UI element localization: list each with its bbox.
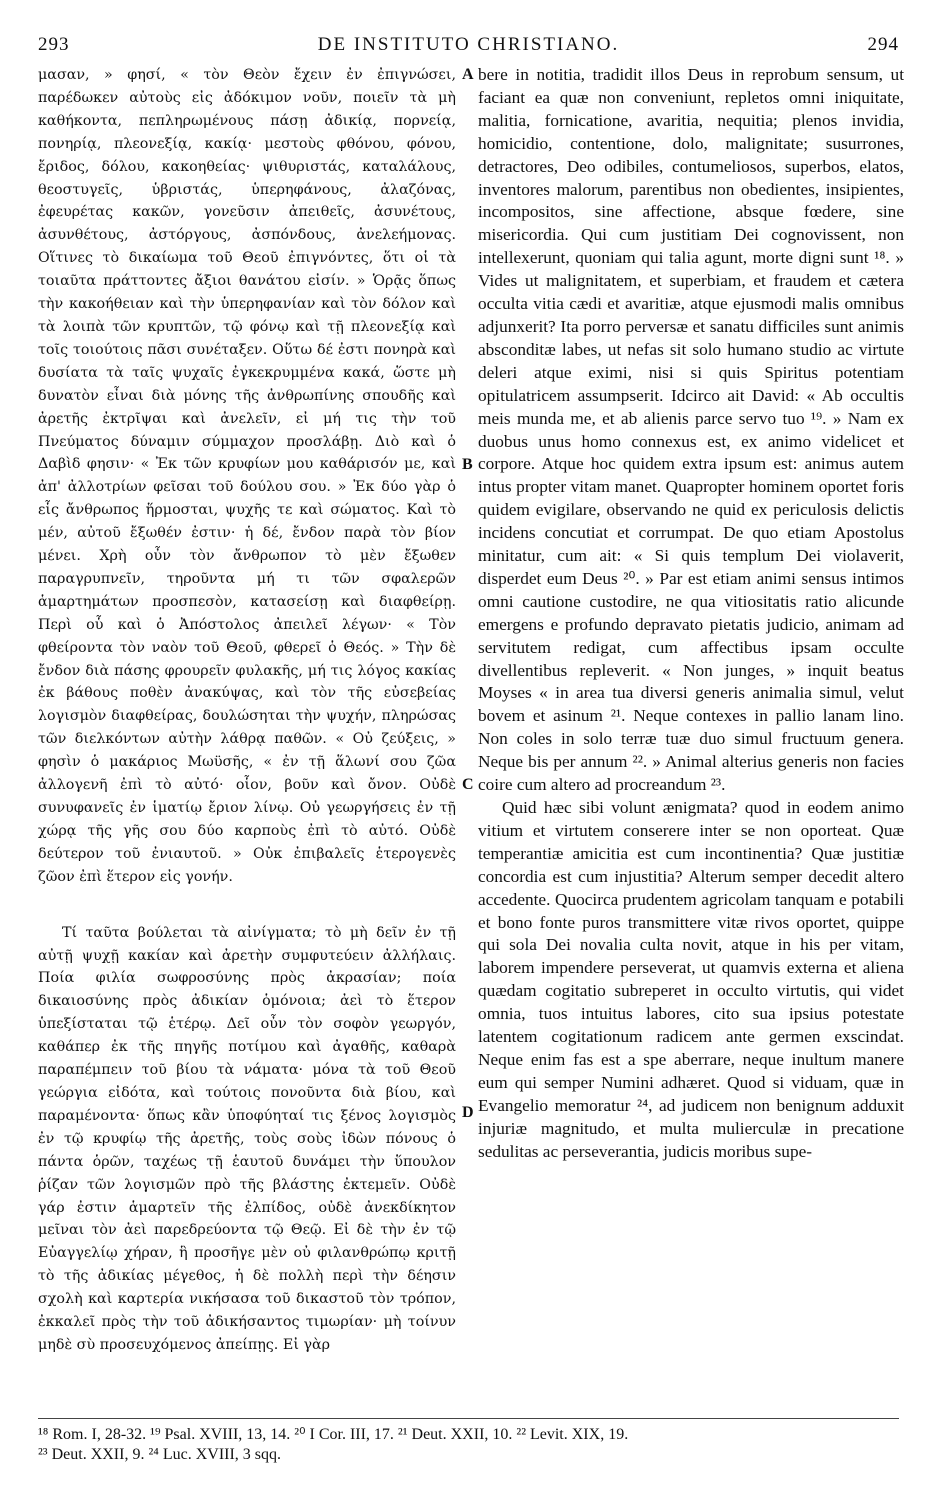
- margin-letter-b: B: [462, 456, 473, 473]
- margin-letter-d: D: [462, 1104, 474, 1121]
- latin-column: [478, 64, 904, 1164]
- latin-paragraph-1: bere in notitia, tradidit illos Deus in reprobum sensum, ut faciant ea quæ non conveniunt, repletos omni iniquitate, malitia, fornicatione, avaritia, nequitia; plenos invidia, homicidio, contentione, dolo, malignitate; susurrones, detractores, Deo odibiles, contumeliosos, superbos, elatos, inventores malorum, parentibus non obedientes, insipientes, incompositos, sine affectione, absque fœdere, sine misericordia. Qui cum justitiam Dei cognovissent, non intellexerunt, quoniam qui talia agunt, morte digni sunt ¹⁸. » Vides ut malignitatem, et superbiam, et fraudem et cætera occulta vitia cædi et avaritiæ, atque ejusmodi malis omnibus adjunxerit? Ita porro perversæ et sanatu difficiles sunt animis absconditæ labes, ut nefas sit solo humano studio ac virtute deleri atque eximi, nisi si quis Spiritus potentiam opitulatricem assumpserit. Idcirco ait David: « Ab occultis meis munda me, et ab alienis parce servo tuo ¹⁹. » Nam ex duobus unus homo connexus est, ex animo videlicet et corpore. Atque hoc quidem extra ipsum est: animus autem intus propter vitam manet. Quapropter hominem oportet foris quidem evigilare, observando ne quid ex periculosis delictis incidens concutiat et corrumpat. De quo etiam Apostolus minitatur, cum ait: « Si quis templum Dei violaverit, disperdet eum Deus ²⁰. » Par est etiam animi sensus intimos omni cautione custodire, ne qua vitiositatis ratio alicunde emergens e profundo depravato pietatis judicio, animam ad servitutem redigat, cum affectibus ipsam occulte divellentibus repleverit. « Non junges, » inquit beatus Moyses « in area tua diversi generis animalia simul, velut bovem et asinum ²¹. Neque contexes in pallio lanam lino. Non coles in solo terræ tuæ duo simul fructuum genera. Neque bis per annum ²². » Animal alterius generis non facies coire cum altero ad procreandum ²³.: [478, 65, 904, 795]
- greek-paragraph-1: μασαν, » φησί, « τὸν Θεὸν ἔχειν ἐν ἐπιγνώσει, παρέδωκεν αὐτοὺς εἰς ἀδόκιμον νοῦν, ποιεῖν τὰ μὴ καθήκοντα, πεπληρωμένους πάσῃ ἀδικίᾳ, πορνείᾳ, πονηρίᾳ, πλεονεξίᾳ, κακίᾳ· μεστοὺς φθόνου, φόνου, ἔριδος, δόλου, κακοηθείας· ψιθυριστάς, καταλάλους, θεοστυγεῖς, ὑβριστάς, ὑπερηφάνους, ἀλαζόνας, ἐφευρέτας κακῶν, γονεῦσιν ἀπειθεῖς, ἀσυνέτους, ἀσυνθέτους, ἀστόργους, ἀσπόνδους, ἀνελεήμονας. Οἵτινες τὸ δικαίωμα τοῦ Θεοῦ ἐπιγνόντες, ὅτι οἱ τὰ τοιαῦτα πράττοντες ἄξιοι θανάτου εἰσίν. » Ὁρᾷς ὅπως τὴν κακοήθειαν καὶ τὴν ὑπερηφανίαν καὶ τὸν δόλον καὶ τὰ λοιπὰ τῶν κρυπτῶν, τῷ φόνῳ καὶ τῇ πλεονεξίᾳ καὶ τοῖς τοιούτοις πᾶσι συνέταξεν. Οὕτω δέ ἐστι πονηρὰ καὶ δυσίατα τὰ ταῖς ψυχαῖς ἐγκεκρυμμένα κακά, ὥστε μὴ δυνατὸν εἶναι διὰ μόνης τῆς ἀνθρωπίνης σπουδῆς καὶ ἀρετῆς ἐκτρῖψαι καὶ ἀνελεῖν, εἰ μή τις τὴν τοῦ Πνεύματος δύναμιν σύμμαχον προσλάβῃ. Διὸ καὶ ὁ Δαβὶδ φησιν· « Ἐκ τῶν κρυφίων μου καθάρισόν με, καὶ ἀπ' ἀλλοτρίων φεῖσαι τοῦ δούλου σου. » Ἐκ δύο γὰρ ὁ εἷς ἄνθρωπος ἥρμοσται, ψυχῆς τε καὶ σώματος. Καὶ τὸ μέν, αὐτοῦ ἔξωθέν ἐστιν· ἡ δέ, ἔνδον παρὰ τὸν βίον μένει. Χρὴ οὖν τὸν ἄνθρωπον τὸ μὲν ἔξωθεν παραγρυπνεῖν, τηροῦντα μή τι τῶν σφαλερῶν ἁμαρτημάτων προσπεσὸν, κατασείσῃ καὶ διαφθείρῃ. Περὶ οὗ καὶ ὁ Ἀπόστολος ἀπειλεῖ λέγων· « Τὸν φθείροντα τὸν ναὸν τοῦ Θεοῦ, φθερεῖ ὁ Θεός. » Τὴν δὲ ἔνδον διὰ πάσης φρουρεῖν φυλακῆς, μή τις λόγος κακίας ἐκ βάθους ποθὲν ἀνακύψας, καὶ τὸν τῆς εὐσεβείας λογισμὸν διαφθείρας, δουλώσηται τὴν ψυχήν, πληρώσας τῶν διελκόντων αὐτὴν λάθρᾳ παθῶν. « Οὐ ζεύξεις, » φησὶν ὁ μακάριος Μωϋσῆς, « ἐν τῇ ἅλωνί σου ζῶα ἀλλογενῆ ἐπὶ τὸ αὐτό· οἷον, βοῦν καὶ ὄνον. Οὐδὲ συνυφανεῖς ἐν ἱματίῳ ἔριον λίνῳ. Οὐ γεωργήσεις ἐν τῇ χώρᾳ τῆς γῆς σου δύο καρποὺς ἐπὶ τὸ αὐτό. Οὐδὲ δεύτερον τοῦ ἐνιαυτοῦ. » Οὐκ ἐπιβαλεῖς ἑτερογενὲς ζῶον ἐπὶ ἕτερον εἰς γονήν.: [38, 67, 456, 885]
- greek-paragraph-2: Τί ταῦτα βούλεται τὰ αἰνίγματα; τὸ μὴ δεῖν ἐν τῇ αὐτῇ ψυχῇ κακίαν καὶ ἀρετὴν συμφυτεύειν ἀλλήλαις. Ποία φιλία σωφροσύνης πρὸς ἀκρασίαν; ποία δικαιοσύνης πρὸς ἀδικίαν ὁμόνοια; ἀεὶ τὸ ἕτερον ὑπεξίσταται τῷ ἑτέρῳ. Δεῖ οὖν τὸν σοφὸν γεωργόν, καθάπερ ἐκ τῆς πηγῆς ποτίμου καὶ ἀγαθῆς, καθαρὰ παραπέμπειν τοῦ βίου τὰ νάματα· μόνα τὰ τοῦ Θεοῦ γεώργια εἰδότα, καὶ τούτοις πονοῦντα διὰ βίου, καὶ παραμένοντα· ὅπως κἂν ὑποφύηταί τις ξένος λογισμὸς ἐν τῷ κρυφίῳ τῆς ἀρετῆς, τοὺς σοὺς ἰδὼν πόνους ὁ πάντα ὁρῶν, ταχέως τῇ ἑαυτοῦ δυνάμει τὴν ὕπουλον ῥίζαν τῶν λογισμῶν πρὸ τῆς βλάστης ἐκτεμεῖν. Οὐδὲ γάρ ἐστιν ἁμαρτεῖν τῆς ἐλπίδος, οὐδὲ ἀνεκδίκητον μεῖναι τὸν ἀεὶ παρεδρεύοντα τῷ Θεῷ. Εἰ δὲ τὴν ἐν τῷ Εὐαγγελίῳ χήραν, ἣ προσῆγε μὲν οὐ φιλανθρώπῳ κριτῇ τὸ τῆς ἀδικίας μέγεθος, ἡ δὲ πολλὴ περὶ τὴν δέησιν σχολὴ καὶ καρτερία νικήσασα τοῦ δικαστοῦ τὸν τρόπον, ἐκκαλεῖ πρὸς τὴν τοῦ ἀδικήσαντος τιμωρίαν· μὴ τοίνυν μηδὲ σὺ προσευχόμενος ἀπείπῃς. Εἰ γὰρ: [38, 924, 456, 1353]
- page-number-left: 293: [38, 34, 70, 55]
- footnotes: [38, 1418, 899, 1465]
- latin-paragraph-2: Quid hæc sibi volunt ænigmata? quod in eodem animo vitium et virtutem conserere inter se non oporteat. Quæ temperantiæ amicitia est cum incontinentia? Quæ justitiæ concordia est cum injustitia? Alterum semper decedit altero accedente. Quocirca prudentem agricolam tanquam e potabili et bono fonte puros transmittere vitæ rivos oportet, quippe qui sola Dei novalia culta novit, atque in his per vitam, laborem impendere perseverat, ut quamvis externa et aliena quædam cogitatio subreperet in occulto virtutis, qui videt omnia, tuos intuitus labores, cito sua ipsius potestate latentem cogitationum radicem ante germen exscindat. Neque enim fas est a spe aberrare, neque inultum manere eum qui semper Numini adhæret. Quod si viduam, quæ in Evangelio memoratur ²⁴, ad judicem non benignum adduxit injuriæ magnitudo, et multa mulierculæ in precatione sedulitas ac perseverantia, judicis moribus supe-: [478, 798, 904, 1161]
- footnote-line-1: ¹⁸ Rom. I, 28-32. ¹⁹ Psal. XVIII, 13, 14. ²⁰ I Cor. III, 17. ²¹ Deut. XXII, 10. ²² Levit. XIX, 19.: [38, 1426, 629, 1443]
- margin-letter-c: C: [462, 776, 474, 793]
- running-header: [38, 34, 899, 64]
- running-title: DE INSTITUTO CHRISTIANO.: [317, 34, 620, 55]
- greek-column: [38, 64, 456, 1357]
- margin-letter-a: A: [462, 66, 474, 83]
- footnote-line-2: ²³ Deut. XXII, 9. ²⁴ Luc. XVIII, 3 sqq.: [38, 1446, 282, 1463]
- page-number-right: 294: [867, 34, 899, 55]
